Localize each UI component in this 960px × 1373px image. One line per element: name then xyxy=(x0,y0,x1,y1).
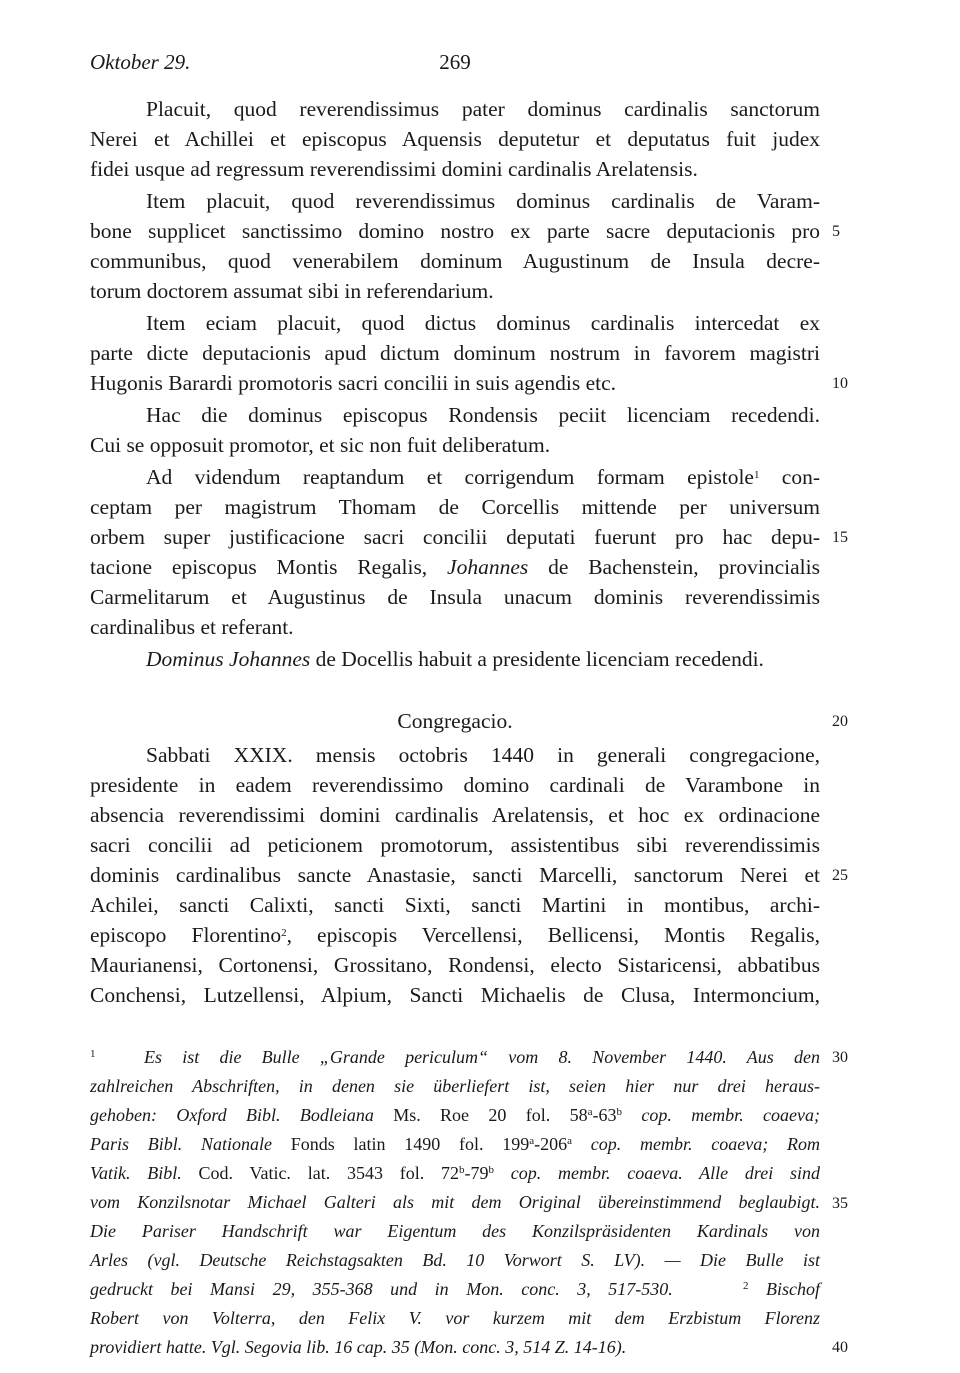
footnote-line: Arles (vgl. Deutsche Reichstagsakten Bd. 10 Vorwort S. LV). — Die Bulle ist xyxy=(90,1250,820,1270)
footnote-line: Paris Bibl. Nationale Fonds latin 1490 fol. 199$^a$-206$^a$ cop. membr. coaeva; Rom xyxy=(90,1134,820,1154)
text-line: Cui se opposuit promotor, et sic non fuit deliberatum. xyxy=(90,433,551,457)
page-number: 269 xyxy=(439,50,471,74)
text-line: dominis cardinalibus sancte Anastasie, sancti Marcelli, sanctorum Nerei et xyxy=(90,863,820,887)
text-line: Placuit, quod reverendissimus pater dominus cardinalis sanctorum xyxy=(146,97,820,121)
text-line: tacione episcopus Montis Regalis, Johannes de Bachenstein, provincialis xyxy=(90,555,821,579)
footnote-line: zahlreichen Abschriften, in denen sie überliefert ist, seien hier nur drei heraus- xyxy=(90,1076,820,1096)
text-line: sacri concilii ad peticionem promotorum, assistentibus sibi reverendissimis xyxy=(90,833,820,857)
text-line: Hac die dominus episcopus Rondensis peciit licenciam recedendi. xyxy=(146,403,820,427)
footnote-line: Die Pariser Handschrift war Eigentum des Konzilspräsidenten Kardinals von xyxy=(90,1221,820,1241)
footnote-line: Robert von Volterra, den Felix V. vor kurzem mit dem Erzbistum Florenz xyxy=(90,1308,820,1328)
line-number: 35 xyxy=(832,1195,848,1212)
footnote-ref: 2 xyxy=(281,927,287,939)
line-number: 5 xyxy=(832,223,840,240)
footnote-line: Vatik. Bibl. Cod. Vatic. lat. 3543 fol. 72$^b$-79$^b$ cop. membr. coaeva. Alle drei sind xyxy=(90,1163,820,1183)
text-line: presidente in eadem reverendissimo domino cardinali de Varambone in xyxy=(90,773,820,797)
line-number: 30 xyxy=(832,1049,848,1066)
text-line: ceptam per magistrum Thomam de Corcellis mittende per universum xyxy=(90,495,820,519)
text-line: Achilei, sancti Calixti, sancti Sixti, sancti Martini in montibus, archi- xyxy=(90,893,820,917)
footnote-line: $^1$ Es ist die Bulle „Grande periculum“ vom 8. November 1440. Aus den xyxy=(90,1047,820,1067)
line-number: 20 xyxy=(832,713,848,730)
text-line: Item placuit, quod reverendissimus dominus cardinalis de Varam- xyxy=(146,189,820,213)
text-line: Item eciam placuit, quod dictus dominus cardinalis intercedat ex xyxy=(146,311,820,335)
text-line: communibus, quod venerabilem dominum Augustinum de Insula decre- xyxy=(90,249,820,273)
text-line: Ad videndum reaptandum et corrigendum formam epistole$^1$ con- xyxy=(146,465,820,489)
text-line: fidei usque ad regressum reverendissimi domini cardinalis Arelatensis. xyxy=(90,157,698,181)
line-number: 10 xyxy=(832,375,848,392)
footnote-line: gedruckt bei Mansi 29, 355-368 und in Mon. conc. 3, 517-530. $^2$ Bischof xyxy=(90,1279,820,1299)
line-number: 25 xyxy=(832,867,848,884)
text-line: Carmelitarum et Augustinus de Insula unacum dominis reverendissimis xyxy=(90,585,820,609)
line-number: 15 xyxy=(832,529,848,546)
text-line: Conchensi, Lutzellensi, Alpium, Sancti Michaelis de Clusa, Intermoncium, xyxy=(90,983,820,1007)
page-header xyxy=(90,50,820,82)
text-line: torum doctorem assumat sibi in referendarium. xyxy=(90,279,494,303)
text-line: Hugonis Barardi promotoris sacri concilii in suis agendis etc. xyxy=(90,371,617,395)
text-line: parte dicte deputacionis apud dictum dominum nostrum in favorem magistri xyxy=(90,341,820,365)
running-head: Oktober 29. xyxy=(90,50,191,74)
text-line: absencia reverendissimi domini cardinalis Arelatensis, et hoc ex ordinacione xyxy=(90,803,820,827)
footnote-line: gehoben: Oxford Bibl. Bodleiana Ms. Roe 20 fol. 58$^a$-63$^b$ cop. membr. coaeva; xyxy=(90,1105,821,1125)
footnote-line: providiert hatte. Vgl. Segovia lib. 16 cap. 35 (Mon. conc. 3, 514 Z. 14-16). xyxy=(90,1337,627,1357)
text-line: Maurianensi, Cortonensi, Grossitano, Rondensi, electo Sistaricensi, abbatibus xyxy=(90,953,820,977)
text-line: Sabbati XXIX. mensis octobris 1440 in generali congregacione, xyxy=(146,743,820,767)
text-line: episcopo Florentino$^2$, episcopis Vercellensi, Bellicensi, Montis Regalis, xyxy=(90,923,820,947)
text-line: orbem super justificacione sacri concilii deputati fuerunt pro hac depu- xyxy=(90,525,820,549)
text-line: Nerei et Achillei et episcopus Aquensis deputetur et deputatus fuit judex xyxy=(90,127,820,151)
text-line: bone supplicet sanctissimo domino nostro ex parte sacre deputacionis pro xyxy=(90,219,820,243)
text-line: cardinalibus et referant. xyxy=(90,615,294,639)
line-number: 40 xyxy=(832,1339,848,1356)
section-heading: Congregacio. xyxy=(397,709,513,733)
text-line: Dominus Johannes de Docellis habuit a presidente licenciam recedendi. xyxy=(146,647,764,671)
footnote-ref: 1 xyxy=(753,469,760,481)
footnote-line: vom Konzilsnotar Michael Galteri als mit dem Original übereinstimmend beglaubigt. xyxy=(90,1192,820,1212)
